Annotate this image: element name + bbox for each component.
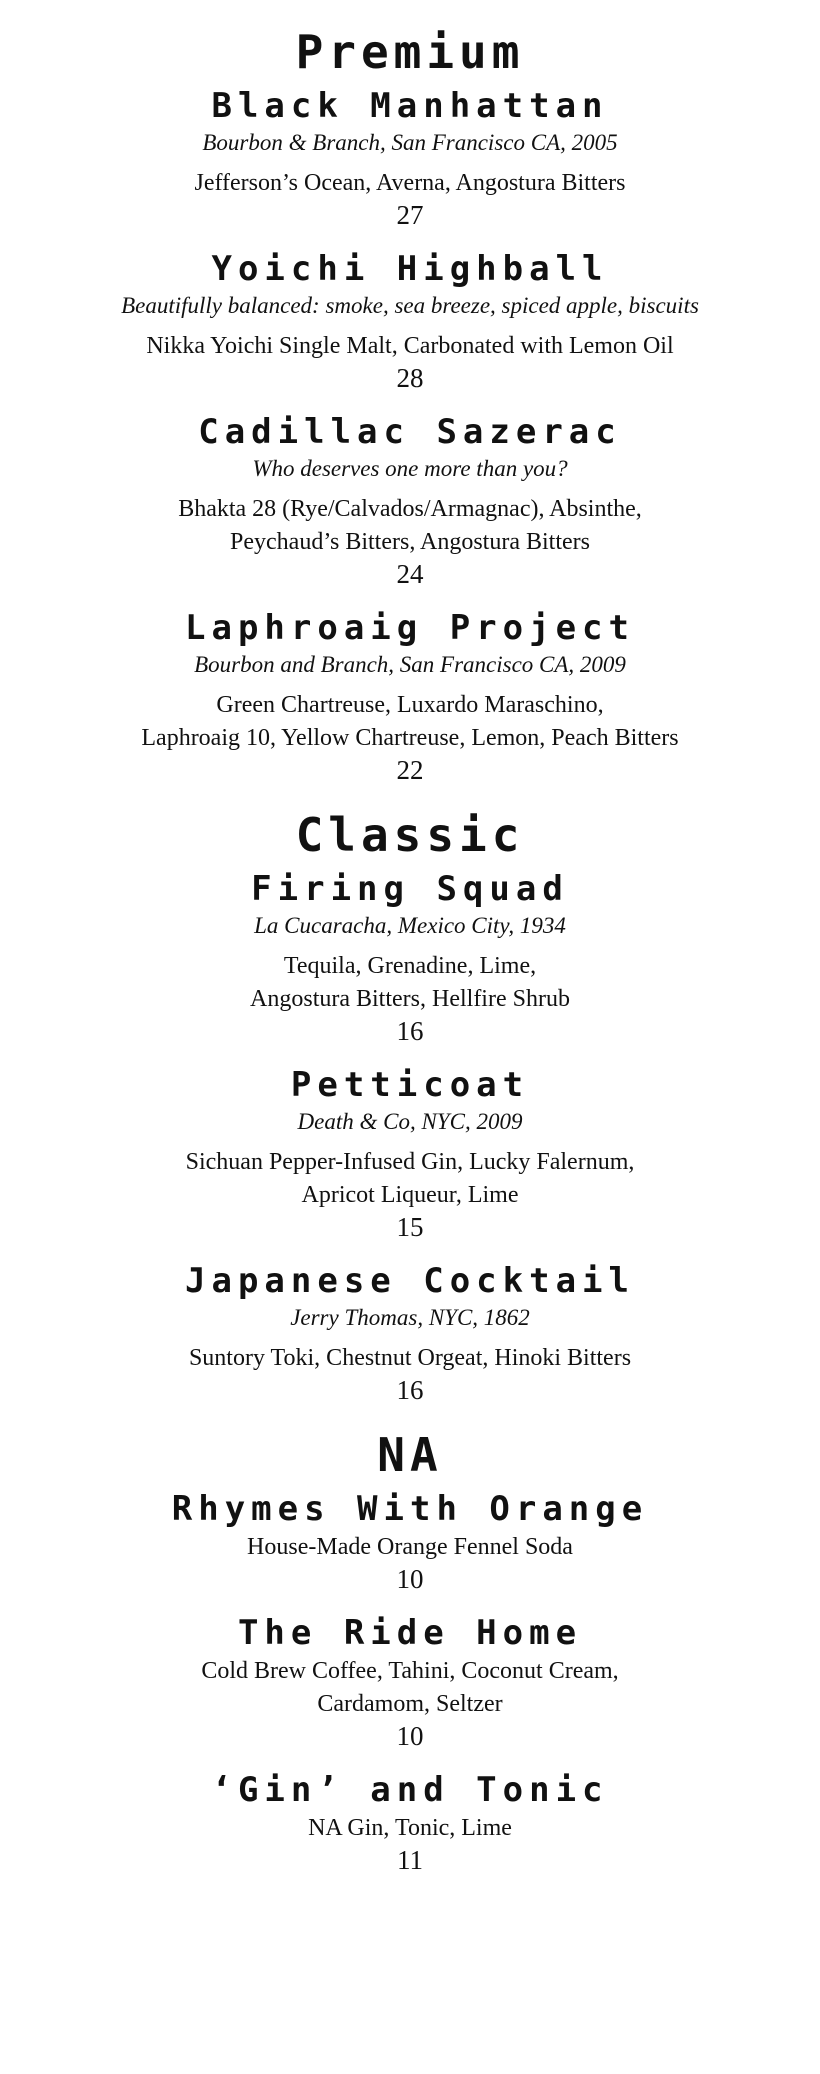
ingredients-line: Laphroaig 10, Yellow Chartreuse, Lemon, Peach Bitters [141, 725, 679, 751]
drink-name: ‘Gin’ and Tonic [211, 1770, 609, 1810]
ingredients-line: Jefferson’s Ocean, Averna, Angostura Bitters [194, 170, 626, 196]
drink-ingredients [0, 1812, 820, 1845]
drink-name: Black Manhattan [211, 86, 609, 126]
drink-item [0, 867, 820, 1046]
drink-origin: Death & Co, NYC, 2009 [297, 1109, 523, 1134]
drink-price: 24 [396, 559, 424, 589]
drink-item [0, 247, 820, 393]
drink-origin: Jerry Thomas, NYC, 1862 [290, 1305, 530, 1330]
drink-name: Japanese Cocktail [185, 1261, 635, 1301]
drink-item [0, 1611, 820, 1751]
ingredients-line: Bhakta 28 (Rye/Calvados/Armagnac), Absinthe, [178, 496, 642, 522]
ingredients-line: Apricot Liqueur, Lime [301, 1182, 519, 1208]
drink-name: Yoichi Highball [211, 249, 609, 289]
drink-origin: Beautifully balanced: smoke, sea breeze, spiced apple, biscuits [121, 293, 699, 318]
drink-price: 27 [396, 200, 424, 230]
drink-ingredients [0, 493, 820, 559]
drink-item [0, 1259, 820, 1405]
drink-origin: La Cucaracha, Mexico City, 1934 [254, 913, 566, 938]
ingredients-line: Tequila, Grenadine, Lime, [283, 953, 537, 979]
section-title: Premium [295, 25, 525, 79]
drink-ingredients [0, 950, 820, 1016]
drink-name: Rhymes With Orange [171, 1489, 649, 1529]
menu-section-premium [0, 20, 820, 785]
drink-ingredients [0, 167, 820, 200]
drink-price: 28 [396, 363, 424, 393]
drink-name: Petticoat [290, 1065, 530, 1105]
ingredients-line: Nikka Yoichi Single Malt, Carbonated with Lemon Oil [146, 333, 674, 359]
drink-price: 15 [396, 1212, 424, 1242]
drink-ingredients [0, 1146, 820, 1212]
section-title: Classic [295, 808, 525, 862]
ingredients-line: Angostura Bitters, Hellfire Shrub [250, 986, 570, 1012]
drink-name: Laphroaig Project [185, 608, 635, 648]
ingredients-line: Peychaud’s Bitters, Angostura Bitters [230, 529, 590, 555]
ingredients-line: Cold Brew Coffee, Tahini, Coconut Cream, [201, 1658, 619, 1684]
drink-price: 16 [396, 1375, 424, 1405]
drink-price: 10 [396, 1721, 424, 1751]
drink-name: Firing Squad [251, 869, 569, 909]
drink-origin: Bourbon and Branch, San Francisco CA, 2009 [194, 652, 626, 677]
drink-ingredients [0, 330, 820, 363]
drink-item [0, 1487, 820, 1594]
ingredients-line: Cardamom, Seltzer [317, 1691, 503, 1717]
ingredients-line: Sichuan Pepper-Infused Gin, Lucky Falernum, [185, 1149, 635, 1175]
drink-price: 11 [397, 1845, 423, 1875]
section-title: NA [377, 1428, 443, 1482]
drink-item [0, 410, 820, 589]
ingredients-line: House-Made Orange Fennel Soda [247, 1534, 573, 1560]
drink-price: 16 [396, 1016, 424, 1046]
ingredients-line: Green Chartreuse, Luxardo Maraschino, [216, 692, 604, 718]
menu-section-classic [0, 803, 820, 1405]
drink-name: The Ride Home [237, 1613, 583, 1653]
drink-item [0, 1768, 820, 1875]
menu-section-na [0, 1423, 820, 1875]
drink-ingredients [0, 689, 820, 755]
drink-ingredients [0, 1342, 820, 1375]
drink-price: 10 [396, 1564, 424, 1594]
drink-item [0, 606, 820, 785]
drink-item [0, 1063, 820, 1242]
drink-origin: Who deserves one more than you? [252, 456, 568, 481]
drink-origin: Bourbon & Branch, San Francisco CA, 2005 [202, 130, 618, 155]
drink-ingredients [0, 1531, 820, 1564]
drink-ingredients [0, 1655, 820, 1721]
drink-name: Cadillac Sazerac [198, 412, 622, 452]
drink-item [0, 84, 820, 230]
ingredients-line: NA Gin, Tonic, Lime [308, 1815, 512, 1841]
drink-price: 22 [396, 755, 424, 785]
ingredients-line: Suntory Toki, Chestnut Orgeat, Hinoki Bitters [188, 1345, 632, 1371]
